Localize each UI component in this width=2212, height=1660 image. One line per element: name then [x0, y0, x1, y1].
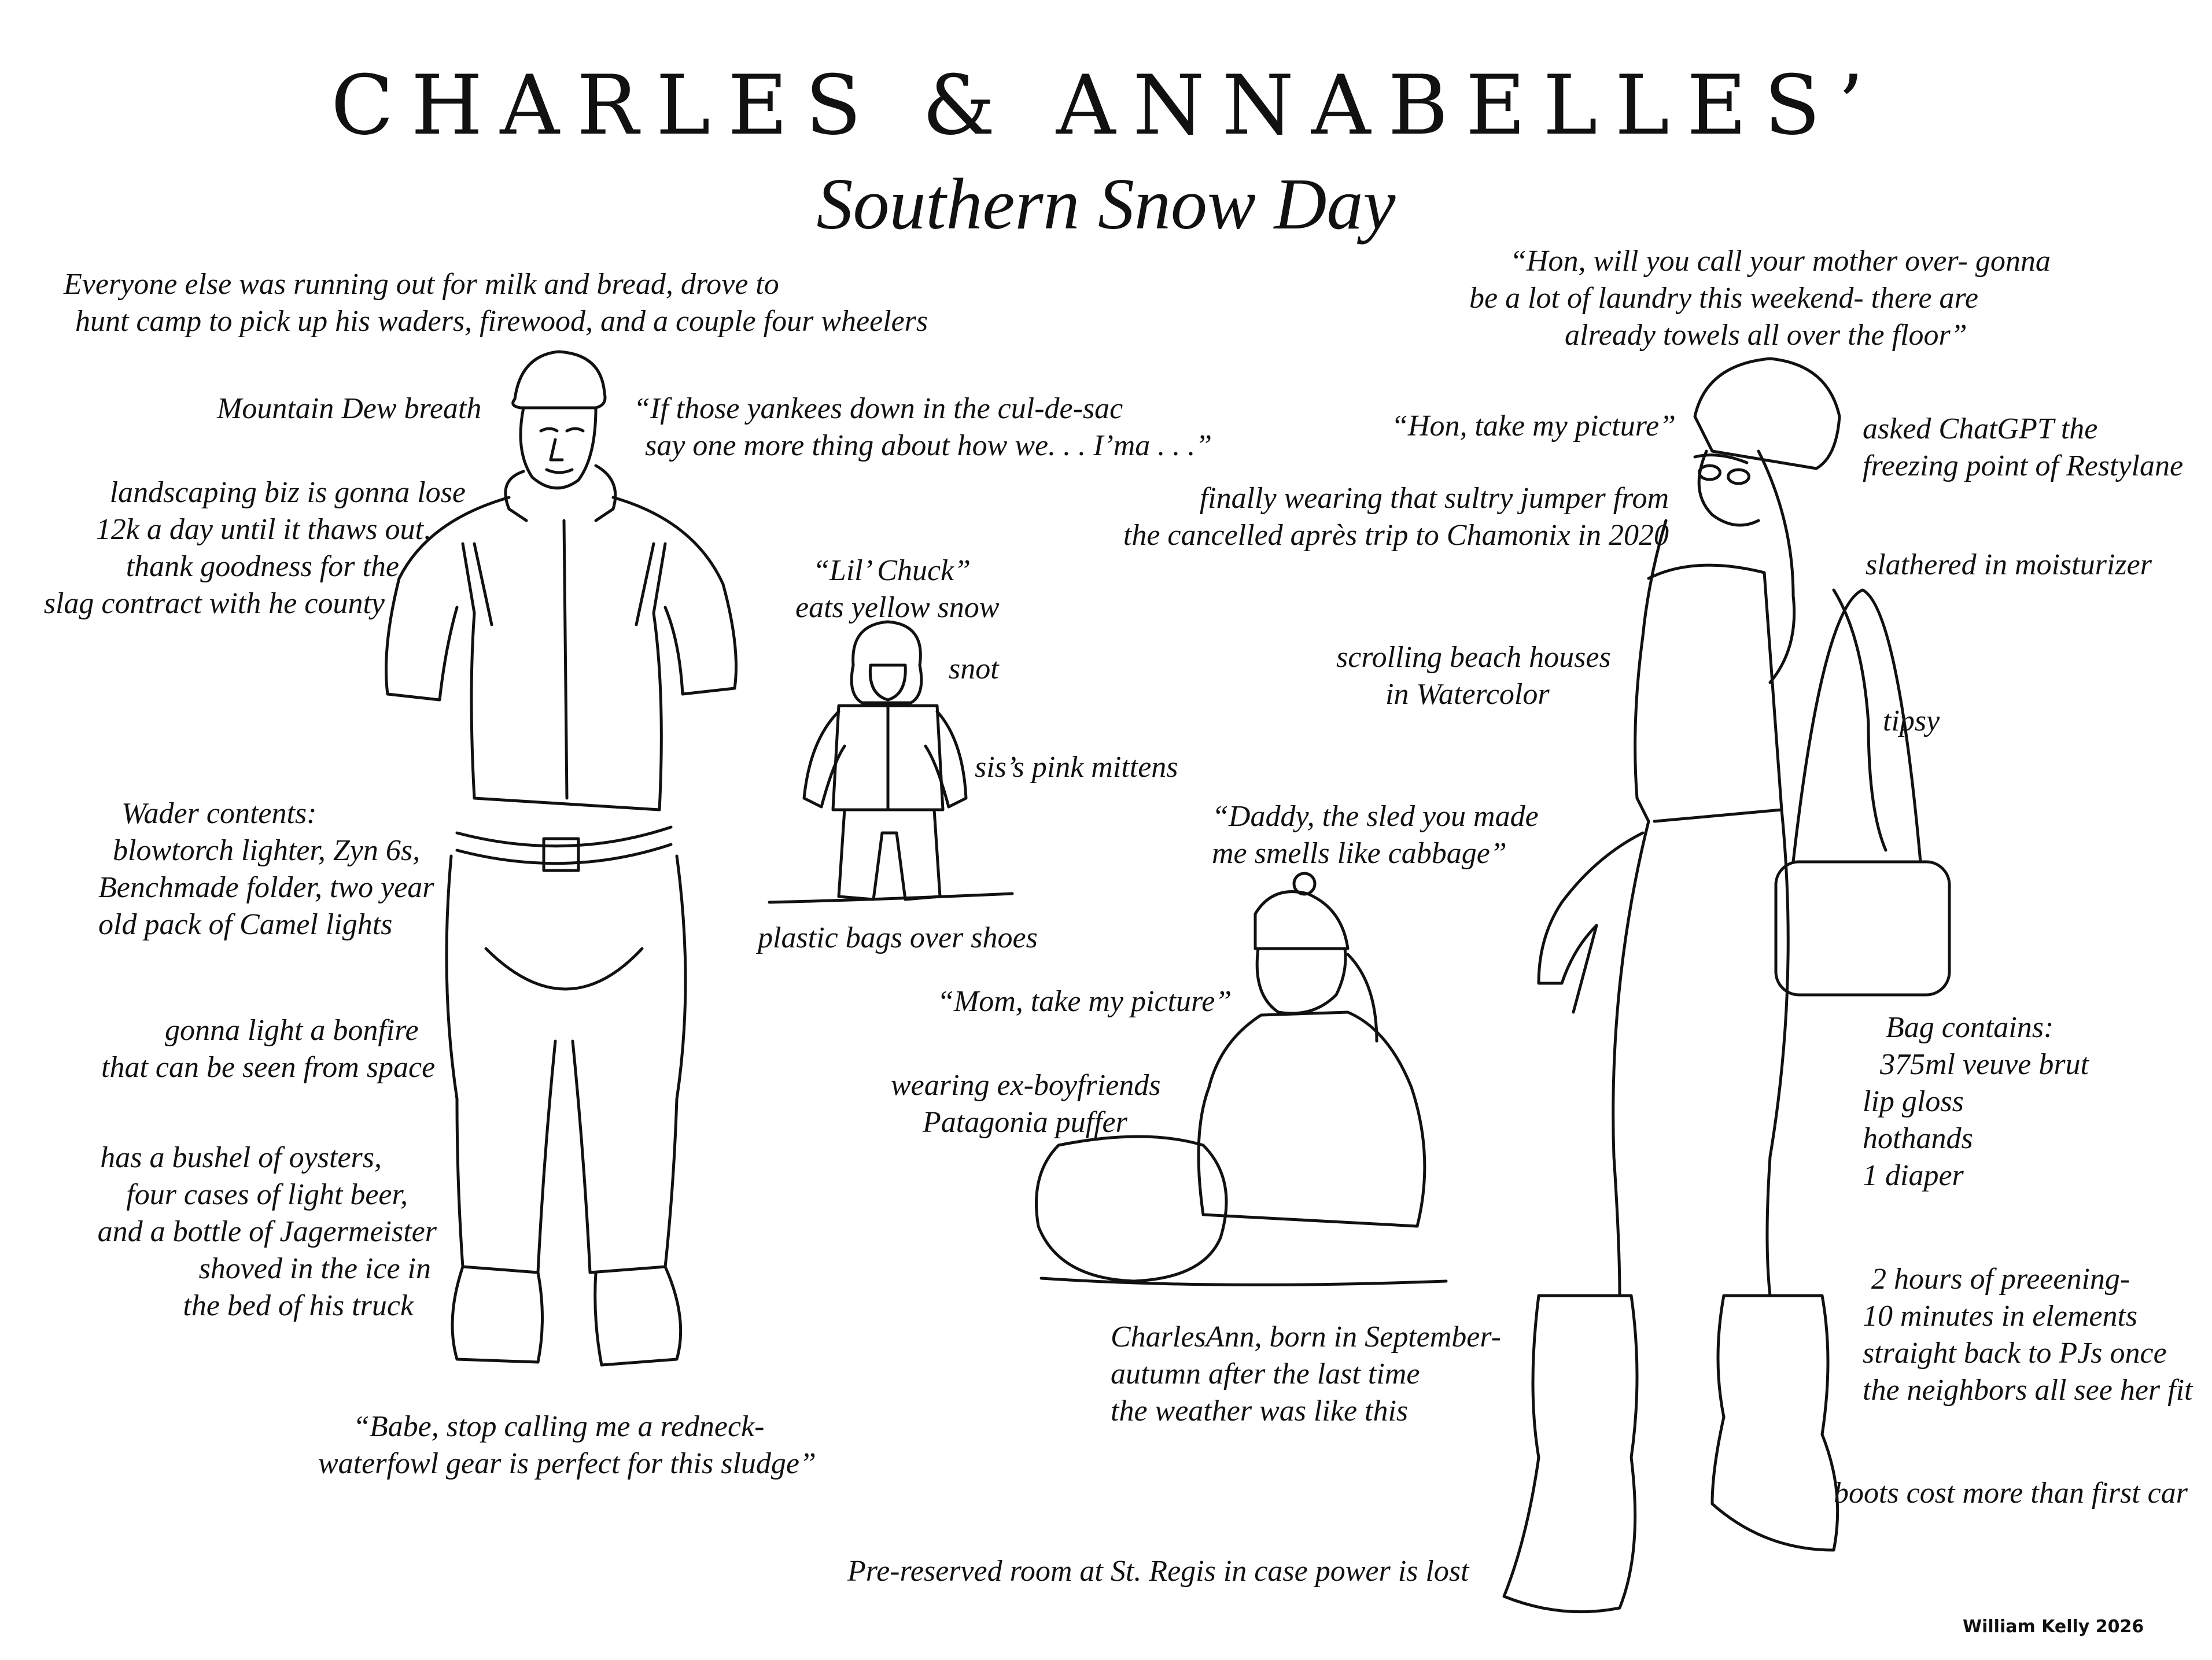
note-laundry: “Hon, will you call your mother over- gonna be a lot of laundry this weekend- there are already towels all over the floor”: [1469, 245, 2051, 352]
note-sled: “Daddy, the sled you made me smells like cabbage”: [1212, 800, 1539, 870]
note-preening: 2 hours of preeening- 10 minutes in elements straight back to PJs once the neighbors all see her fit: [1863, 1263, 2193, 1407]
note-lil-chuck: “Lil’ Chuck” eats yellow snow: [795, 554, 1000, 624]
note-charlesann: CharlesAnn, born in September- autumn after the last time the weather was like this: [1111, 1320, 1501, 1427]
note-tipsy: tipsy: [1883, 704, 1940, 737]
note-moisturizer: slathered in moisturizer: [1866, 548, 2152, 581]
note-redneck: “Babe, stop calling me a redneck- waterfowl gear is perfect for this sludge”: [318, 1410, 816, 1480]
note-landscaping: landscaping biz is gonna lose 12k a day until it thaws out, thank goodness for the slag contract with he county: [43, 476, 466, 620]
note-beach-houses: scrolling beach houses in Watercolor: [1336, 641, 1611, 711]
note-snot: snot: [949, 652, 999, 685]
note-mittens: sis’s pink mittens: [975, 751, 1178, 784]
note-boots: boots cost more than first car: [1834, 1477, 2188, 1510]
note-hon-picture: “Hon, take my picture”: [1391, 410, 1676, 442]
note-plastic-bags: plastic bags over shoes: [758, 921, 1038, 954]
note-bag-contains: Bag contains: 375ml veuve brut lip gloss hothands 1 diaper: [1863, 1011, 2089, 1192]
note-jumper: finally wearing that sultry jumper from the cancelled après trip to Chamonix in 2020: [1123, 482, 1669, 552]
note-chatgpt: asked ChatGPT the freezing point of Restylane: [1863, 412, 2184, 482]
note-milk-bread: Everyone else was running out for milk and bread, drove to hunt camp to pick up his waders, firewood, and a couple four wheelers: [64, 268, 928, 338]
note-ex-boyfriend: wearing ex-boyfriends Patagonia puffer: [891, 1069, 1161, 1139]
page-title: CHARLES & ANNABELLES’: [330, 58, 1882, 153]
note-oysters: has a bushel of oysters, four cases of light beer, and a bottle of Jagermeister shoved in the ice in the bed of his truck: [97, 1141, 437, 1322]
page-subtitle: Southern Snow Day: [816, 164, 1396, 245]
note-st-regis: Pre-reserved room at St. Regis in case power is lost: [847, 1555, 1469, 1588]
note-dew-breath: Mountain Dew breath: [217, 392, 482, 425]
note-yankees: “If those yankees down in the cul-de-sac say one more thing about how we. . . I’ma . . .”: [633, 392, 1212, 462]
note-bonfire: gonna light a bonfire that can be seen from space: [101, 1014, 436, 1084]
artist-signature: William Kelly 2026: [1963, 1617, 2144, 1637]
note-mom-picture: “Mom, take my picture”: [937, 985, 1232, 1018]
note-wader-contents: Wader contents: blowtorch lighter, Zyn 6s, Benchmade folder, two year old pack of Camel lights: [98, 797, 434, 941]
